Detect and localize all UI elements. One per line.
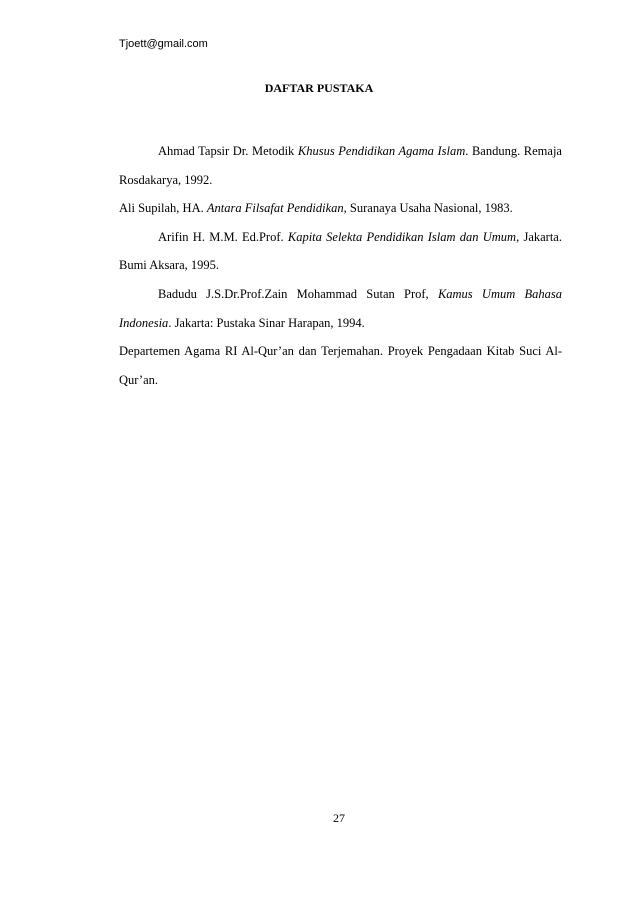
reference-entry: [119, 137, 562, 194]
reference-book-title: Kamus Umum Bahasa Indonesia: [119, 286, 563, 330]
reference-entry: [119, 194, 562, 223]
reference-entry: [119, 337, 562, 394]
reference-text: . Bandung. Remaja Rosdakarya, 1992.: [119, 144, 562, 187]
reference-list: [119, 137, 562, 394]
reference-text: . Jakarta: Pustaka Sinar Harapan, 1994.: [168, 315, 365, 330]
page-title: DAFTAR PUSTAKA: [264, 81, 374, 95]
reference-text: Badudu J.S.Dr.Prof.Zain Mohammad Sutan Prof,: [158, 286, 438, 301]
reference-book-title: Khusus Pendidikan Agama Islam: [297, 144, 466, 158]
reference-text: Ahmad Tapsir Dr. Metodik: [158, 144, 298, 158]
reference-text: , Jakarta. Bumi Aksara, 1995.: [119, 229, 562, 273]
reference-text: Departemen Agama RI Al-Qur’an dan Terjemahan. Proyek Pengadaan Kitab Suci Al-Qur’an.: [119, 344, 562, 387]
reference-book-title: Kapita Selekta Pendidikan Islam dan Umum: [287, 229, 517, 244]
page-number: 27: [333, 811, 345, 825]
reference-book-title: Antara Filsafat Pendidikan: [206, 201, 344, 216]
header-email: Tjoett@gmail.com: [119, 38, 208, 50]
reference-entry: [119, 223, 562, 280]
reference-text: Arifin H. M.M. Ed.Prof.: [158, 229, 288, 244]
reference-text: Ali Supilah, HA.: [119, 201, 207, 216]
reference-entry: [119, 280, 562, 337]
reference-text: , Suranaya Usaha Nasional, 1983.: [343, 201, 513, 216]
